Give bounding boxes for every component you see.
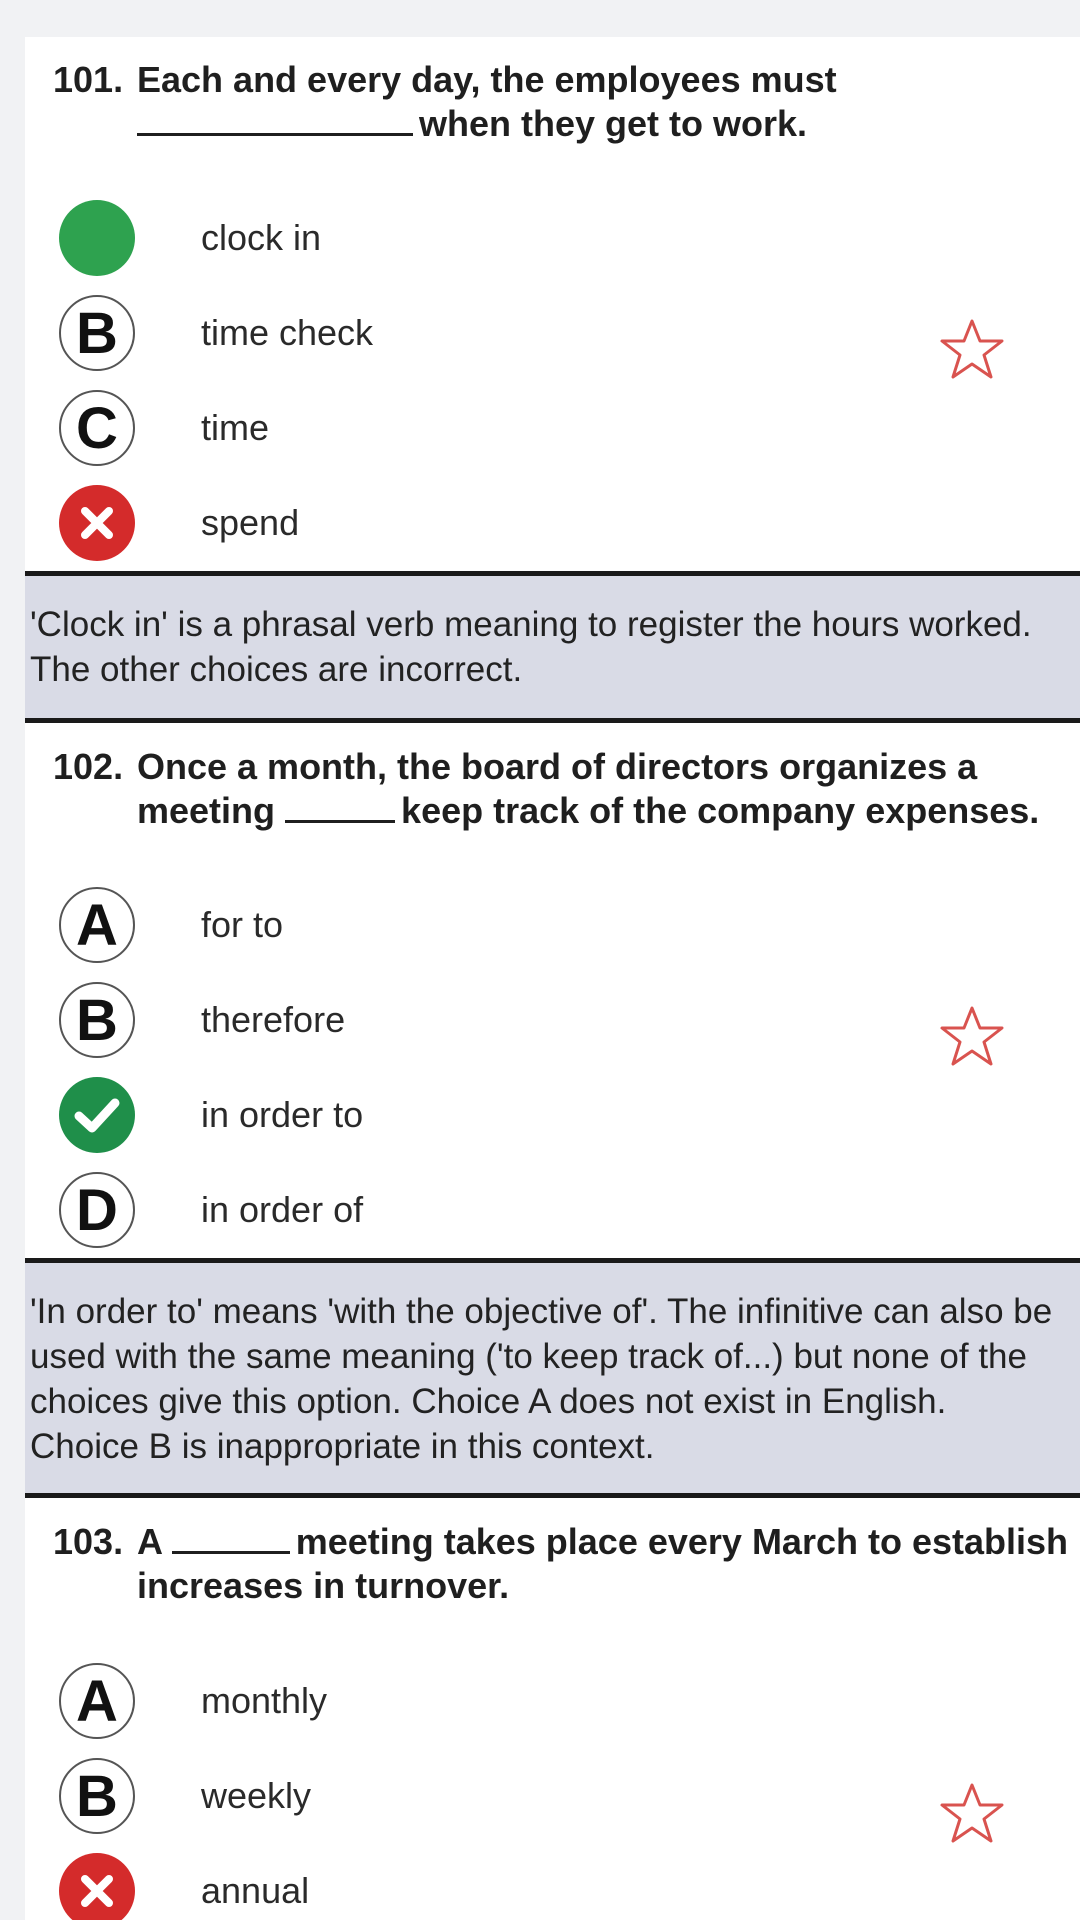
question-101 <box>53 58 1080 146</box>
explanation-box <box>25 1258 1080 1498</box>
x-icon <box>59 1853 135 1920</box>
question-102 <box>53 745 1080 833</box>
option-a[interactable] <box>59 1661 959 1741</box>
option-label: for to <box>201 904 284 945</box>
option-c[interactable] <box>59 388 959 468</box>
option-letter-badge: A <box>59 887 135 963</box>
option-label: monthly <box>201 1680 328 1721</box>
answer-blank <box>285 790 395 823</box>
option-letter-badge: B <box>59 295 135 371</box>
option-label: spend <box>201 502 300 543</box>
option-letter-badge: D <box>59 1172 135 1248</box>
option-label: annual <box>201 1870 310 1911</box>
option-b[interactable] <box>59 1756 959 1836</box>
explanation-text: 'In order to' means 'with the objective of'. The infinitive can also be used with the same meaning ('to keep track of...) but none of the choices give this option. Choice A does not exist in English. Choice B is inappropriate in this context. <box>30 1292 1053 1466</box>
option-label: in order of <box>201 1189 364 1230</box>
answer-blank <box>172 1521 290 1554</box>
option-letter-badge: C <box>59 390 135 466</box>
option-c[interactable] <box>59 1075 959 1155</box>
option-label: clock in <box>201 217 322 258</box>
option-d[interactable] <box>59 1170 959 1250</box>
star-outline-icon[interactable] <box>940 1004 1004 1068</box>
x-icon <box>59 485 135 561</box>
option-b[interactable] <box>59 293 959 373</box>
option-a[interactable] <box>59 885 959 965</box>
option-letter-badge: B <box>59 982 135 1058</box>
selected-answer-indicator <box>59 200 135 276</box>
option-a[interactable] <box>59 198 959 278</box>
option-d[interactable] <box>59 483 959 563</box>
explanation-box <box>25 571 1080 723</box>
option-label: time <box>201 407 270 448</box>
question-103 <box>53 1520 1080 1608</box>
answer-blank <box>137 103 413 136</box>
option-b[interactable] <box>59 980 959 1060</box>
star-outline-icon[interactable] <box>940 1781 1004 1845</box>
option-letter-badge: A <box>59 1663 135 1739</box>
option-letter-badge: B <box>59 1758 135 1834</box>
question-text: 101. Each and every day, the employees must when they get to work. <box>53 59 837 144</box>
check-icon <box>59 1077 135 1153</box>
question-text: 103. A meeting takes place every March to establish increases in turnover. <box>53 1521 1069 1606</box>
question-text: 102. Once a month, the board of directors organizes a meeting keep track of the company expenses. <box>53 746 1040 831</box>
option-label: time check <box>201 312 374 353</box>
option-label: therefore <box>201 999 346 1040</box>
option-label: weekly <box>201 1775 312 1816</box>
star-outline-icon[interactable] <box>940 317 1004 381</box>
option-c[interactable] <box>59 1851 959 1920</box>
quiz-card <box>25 37 1080 1920</box>
option-label: in order to <box>201 1094 364 1135</box>
explanation-text: 'Clock in' is a phrasal verb meaning to register the hours worked. The other choices are incorrect. <box>30 605 1032 689</box>
